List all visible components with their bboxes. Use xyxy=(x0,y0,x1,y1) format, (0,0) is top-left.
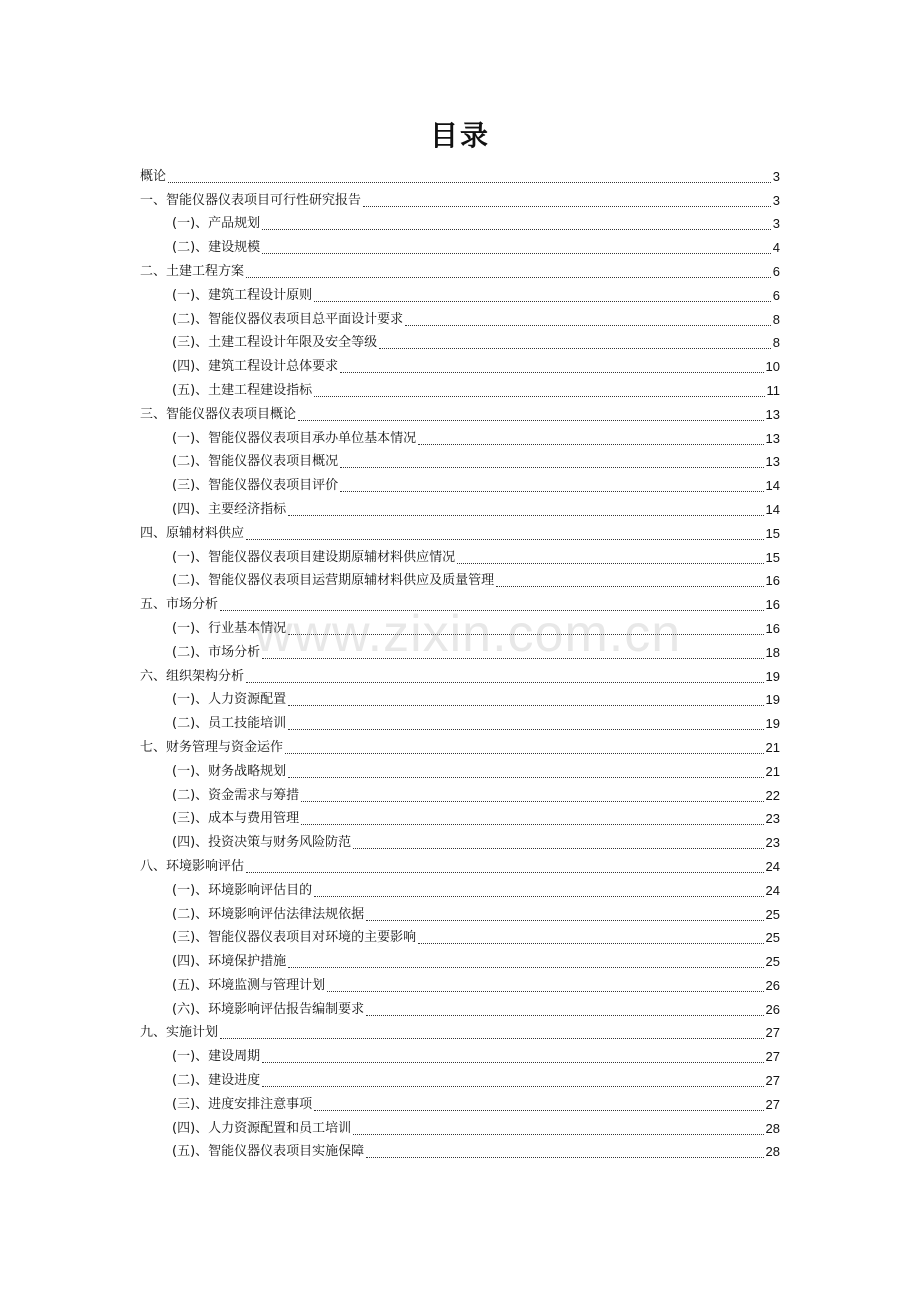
toc-entry-page-number: 13 xyxy=(765,454,780,470)
toc-entry[interactable] xyxy=(140,471,780,495)
toc-entry[interactable] xyxy=(140,233,780,257)
toc-entry[interactable] xyxy=(140,1066,780,1090)
toc-entry-page-number: 8 xyxy=(772,311,780,327)
toc-entry-page-number: 11 xyxy=(766,382,780,398)
toc-dot-leader xyxy=(288,728,763,730)
toc-entry-page-number: 4 xyxy=(772,240,780,256)
toc-entry-label: (二)、市场分析 xyxy=(172,644,261,660)
watermark: www.zixin.com.cn xyxy=(254,605,682,663)
toc-entry[interactable] xyxy=(140,376,780,400)
toc-dot-leader xyxy=(340,466,763,468)
toc-entry-page-number: 18 xyxy=(765,644,780,660)
toc-dot-leader xyxy=(418,443,763,445)
toc-entry[interactable] xyxy=(140,567,780,591)
toc-dot-leader xyxy=(285,752,764,754)
toc-entry-label: (五)、环境监测与管理计划 xyxy=(172,977,326,993)
toc-entry-page-number: 6 xyxy=(772,263,780,279)
toc-entry-page-number: 27 xyxy=(765,1096,780,1112)
toc-entry-label: (一)、行业基本情况 xyxy=(172,620,287,636)
toc-entry-label: (三)、土建工程设计年限及安全等级 xyxy=(172,335,378,351)
toc-dot-leader xyxy=(363,205,771,207)
toc-entry[interactable] xyxy=(140,781,780,805)
toc-entry-page-number: 28 xyxy=(765,1144,780,1160)
toc-entry[interactable] xyxy=(140,828,780,852)
toc-dot-leader xyxy=(340,371,763,373)
toc-dot-leader xyxy=(288,776,763,778)
toc-entry[interactable] xyxy=(140,995,780,1019)
toc-dot-leader xyxy=(353,847,763,849)
toc-entry-label: (二)、员工技能培训 xyxy=(172,716,287,732)
toc-entry-label: (五)、智能仪器仪表项目实施保障 xyxy=(172,1144,365,1160)
toc-entry[interactable] xyxy=(140,400,780,424)
toc-entry-page-number: 16 xyxy=(765,620,780,636)
toc-entry[interactable] xyxy=(140,662,780,686)
toc-entry-label: (二)、智能仪器仪表项目运营期原辅材料供应及质量管理 xyxy=(172,573,495,589)
toc-entry-page-number: 16 xyxy=(765,573,780,589)
toc-entry-label: 五、市场分析 xyxy=(140,597,219,613)
toc-entry[interactable] xyxy=(140,1114,780,1138)
toc-dot-leader xyxy=(246,681,764,683)
toc-entry[interactable] xyxy=(140,733,780,757)
toc-entry[interactable] xyxy=(140,257,780,281)
toc-entry[interactable] xyxy=(140,1019,780,1043)
toc-entry[interactable] xyxy=(140,1042,780,1066)
toc-entry[interactable] xyxy=(140,186,780,210)
toc-entry-label: 八、环境影响评估 xyxy=(140,858,245,874)
toc-entry-page-number: 27 xyxy=(765,1073,780,1089)
toc-entry-page-number: 25 xyxy=(765,954,780,970)
toc-entry-label: (五)、土建工程建设指标 xyxy=(172,382,313,398)
toc-entry-label: 概论 xyxy=(140,168,167,184)
toc-entry-page-number: 19 xyxy=(765,692,780,708)
toc-dot-leader xyxy=(366,1156,763,1158)
toc-dot-leader xyxy=(220,1037,764,1039)
toc-entry-label: (三)、成本与费用管理 xyxy=(172,811,300,827)
toc-entry[interactable] xyxy=(140,281,780,305)
toc-entry-page-number: 21 xyxy=(765,763,780,779)
toc-entry-label: 七、财务管理与资金运作 xyxy=(140,739,284,755)
toc-entry-page-number: 21 xyxy=(765,739,780,755)
toc-entry[interactable] xyxy=(140,352,780,376)
toc-dot-leader xyxy=(220,609,764,611)
toc-entry[interactable] xyxy=(140,424,780,448)
toc-dot-leader xyxy=(288,966,763,968)
toc-entry[interactable] xyxy=(140,638,780,662)
toc-dot-leader xyxy=(262,1061,763,1063)
toc-dot-leader xyxy=(405,324,771,326)
toc-entry-page-number: 13 xyxy=(765,430,780,446)
page-title: 目录 xyxy=(429,119,490,152)
toc-entry[interactable] xyxy=(140,614,780,638)
toc-entry-page-number: 19 xyxy=(765,668,780,684)
toc-entry-page-number: 3 xyxy=(772,168,780,184)
toc-entry-label: (二)、建设进度 xyxy=(172,1073,261,1089)
toc-entry-label: (二)、环境影响评估法律法规依据 xyxy=(172,906,365,922)
toc-entry-page-number: 14 xyxy=(765,478,780,494)
toc-entry[interactable] xyxy=(140,686,780,710)
table-of-contents xyxy=(140,162,780,1161)
toc-entry-label: (二)、资金需求与筹措 xyxy=(172,787,300,803)
toc-entry-label: (一)、产品规划 xyxy=(172,216,261,232)
toc-dot-leader xyxy=(314,895,763,897)
toc-dot-leader xyxy=(168,181,771,183)
toc-entry-label: (三)、智能仪器仪表项目对环境的主要影响 xyxy=(172,930,417,946)
toc-entry-page-number: 23 xyxy=(765,835,780,851)
toc-entry-page-number: 26 xyxy=(765,977,780,993)
toc-dot-leader xyxy=(366,919,763,921)
toc-dot-leader xyxy=(314,395,764,397)
toc-entry-page-number: 25 xyxy=(765,930,780,946)
toc-dot-leader xyxy=(418,942,763,944)
toc-entry-label: (四)、环境保护措施 xyxy=(172,954,287,970)
toc-entry-page-number: 25 xyxy=(765,906,780,922)
toc-entry[interactable] xyxy=(140,971,780,995)
toc-entry-label: (二)、智能仪器仪表项目总平面设计要求 xyxy=(172,311,404,327)
toc-entry[interactable] xyxy=(140,543,780,567)
toc-dot-leader xyxy=(301,823,763,825)
toc-dot-leader xyxy=(457,562,763,564)
toc-entry[interactable] xyxy=(140,329,780,353)
toc-entry[interactable] xyxy=(140,590,780,614)
toc-entry-label: (二)、建设规模 xyxy=(172,240,261,256)
toc-entry-page-number: 3 xyxy=(772,216,780,232)
toc-entry[interactable] xyxy=(140,709,780,733)
toc-entry-label: (四)、主要经济指标 xyxy=(172,501,287,517)
toc-entry[interactable] xyxy=(140,900,780,924)
toc-entry-page-number: 3 xyxy=(772,192,780,208)
toc-entry[interactable] xyxy=(140,162,780,186)
toc-dot-leader xyxy=(246,871,764,873)
toc-entry[interactable] xyxy=(140,495,780,519)
toc-entry-page-number: 15 xyxy=(765,525,780,541)
toc-dot-leader xyxy=(298,419,764,421)
toc-dot-leader xyxy=(288,704,763,706)
toc-dot-leader xyxy=(301,800,763,802)
toc-entry-page-number: 22 xyxy=(765,787,780,803)
toc-dot-leader xyxy=(327,990,763,992)
toc-entry-page-number: 28 xyxy=(765,1120,780,1136)
toc-entry[interactable] xyxy=(140,305,780,329)
toc-entry-page-number: 19 xyxy=(765,716,780,732)
toc-dot-leader xyxy=(246,538,764,540)
toc-dot-leader xyxy=(246,276,771,278)
toc-dot-leader xyxy=(340,490,763,492)
toc-entry-label: 九、实施计划 xyxy=(140,1025,219,1041)
toc-entry-page-number: 14 xyxy=(765,501,780,517)
toc-entry-page-number: 10 xyxy=(765,359,780,375)
toc-dot-leader xyxy=(262,1085,763,1087)
toc-dot-leader xyxy=(262,228,771,230)
toc-entry-label: (三)、进度安排注意事项 xyxy=(172,1096,313,1112)
toc-entry-label: (一)、智能仪器仪表项目承办单位基本情况 xyxy=(172,430,417,446)
toc-entry-page-number: 27 xyxy=(765,1025,780,1041)
toc-entry-label: 一、智能仪器仪表项目可行性研究报告 xyxy=(140,192,362,208)
toc-entry[interactable] xyxy=(140,1090,780,1114)
toc-entry-label: (四)、投资决策与财务风险防范 xyxy=(172,835,352,851)
toc-dot-leader xyxy=(262,657,763,659)
toc-entry-label: (一)、环境影响评估目的 xyxy=(172,882,313,898)
toc-entry-label: 二、土建工程方案 xyxy=(140,263,245,279)
toc-entry-label: 三、智能仪器仪表项目概论 xyxy=(140,406,297,422)
toc-entry-label: 六、组织架构分析 xyxy=(140,668,245,684)
toc-entry-label: (三)、智能仪器仪表项目评价 xyxy=(172,478,339,494)
toc-entry-label: (一)、建筑工程设计原则 xyxy=(172,287,313,303)
toc-entry[interactable] xyxy=(140,805,780,829)
toc-entry-label: (一)、人力资源配置 xyxy=(172,692,287,708)
toc-entry-page-number: 24 xyxy=(765,858,780,874)
toc-dot-leader xyxy=(314,1109,763,1111)
toc-entry-label: (二)、智能仪器仪表项目概况 xyxy=(172,454,339,470)
toc-entry[interactable] xyxy=(140,757,780,781)
toc-dot-leader xyxy=(353,1133,763,1135)
toc-entry-label: (一)、智能仪器仪表项目建设期原辅材料供应情况 xyxy=(172,549,456,565)
toc-dot-leader xyxy=(496,585,763,587)
toc-entry[interactable] xyxy=(140,852,780,876)
toc-entry[interactable] xyxy=(140,947,780,971)
toc-entry-page-number: 8 xyxy=(772,335,780,351)
toc-dot-leader xyxy=(262,252,771,254)
toc-entry-label: (六)、环境影响评估报告编制要求 xyxy=(172,1001,365,1017)
toc-entry[interactable] xyxy=(140,924,780,948)
toc-entry-label: (四)、建筑工程设计总体要求 xyxy=(172,359,339,375)
toc-entry-page-number: 23 xyxy=(765,811,780,827)
toc-entry[interactable] xyxy=(140,1138,780,1162)
toc-entry-label: (一)、财务战略规划 xyxy=(172,763,287,779)
toc-entry-page-number: 13 xyxy=(765,406,780,422)
toc-entry[interactable] xyxy=(140,210,780,234)
toc-dot-leader xyxy=(366,1014,763,1016)
toc-entry-page-number: 27 xyxy=(765,1049,780,1065)
toc-entry[interactable] xyxy=(140,876,780,900)
toc-entry-page-number: 16 xyxy=(765,597,780,613)
toc-entry-page-number: 24 xyxy=(765,882,780,898)
toc-entry-label: 四、原辅材料供应 xyxy=(140,525,245,541)
toc-entry-page-number: 15 xyxy=(765,549,780,565)
toc-dot-leader xyxy=(314,300,771,302)
toc-entry-label: (一)、建设周期 xyxy=(172,1049,261,1065)
toc-entry-page-number: 6 xyxy=(772,287,780,303)
toc-entry[interactable] xyxy=(140,448,780,472)
toc-dot-leader xyxy=(379,347,771,349)
toc-entry-page-number: 26 xyxy=(765,1001,780,1017)
toc-dot-leader xyxy=(288,514,763,516)
toc-entry-label: (四)、人力资源配置和员工培训 xyxy=(172,1120,352,1136)
toc-dot-leader xyxy=(288,633,763,635)
toc-entry[interactable] xyxy=(140,519,780,543)
